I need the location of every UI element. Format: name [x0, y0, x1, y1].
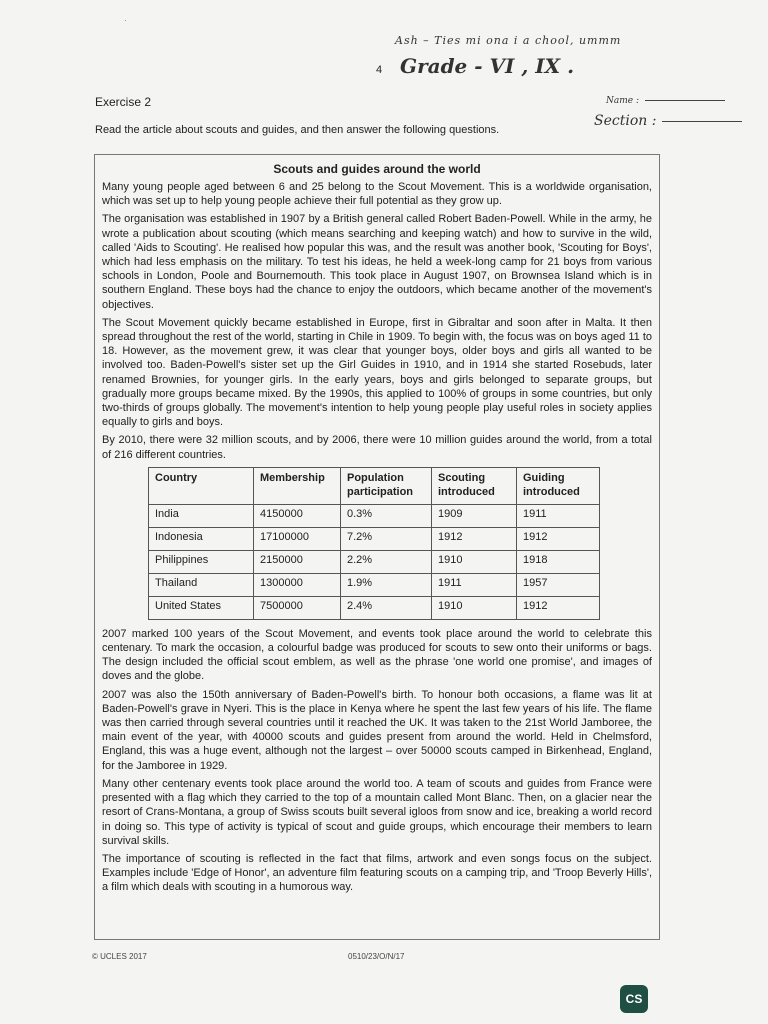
- handwritten-grade: Grade - VI , IX .: [400, 54, 575, 78]
- table-cell: 1911: [432, 573, 517, 596]
- exercise-title: Exercise 2: [95, 95, 152, 109]
- table-cell: Thailand: [149, 573, 254, 596]
- exercise-instruction: Read the article about scouts and guides, and then answer the following questions.: [95, 124, 500, 136]
- table-header-cell: Population participation: [341, 467, 432, 504]
- table-row: [149, 527, 600, 550]
- table-cell: 7500000: [254, 596, 341, 619]
- table-cell: 1912: [517, 527, 600, 550]
- table-cell: 4150000: [254, 504, 341, 527]
- table-cell: 2.4%: [341, 596, 432, 619]
- page-number: 4: [376, 64, 383, 76]
- article-paragraph: By 2010, there were 32 million scouts, and by 2006, there were 10 million guides around the world, from a total of 216 different countries.: [102, 434, 652, 461]
- table-cell: 1910: [432, 550, 517, 573]
- name-field: [606, 96, 725, 106]
- footer-paper-code: 0510/23/O/N/17: [348, 952, 405, 961]
- table-header-cell: Membership: [254, 467, 341, 504]
- table-row: [149, 504, 600, 527]
- section-blank-line: [662, 121, 742, 122]
- table-cell: 1300000: [254, 573, 341, 596]
- footer-copyright: © UCLES 2017: [92, 952, 147, 961]
- section-label: Section :: [594, 113, 657, 129]
- table-cell: 1912: [432, 527, 517, 550]
- table-row: [149, 573, 600, 596]
- article-paragraph: 2007 was also the 150th anniversary of Baden-Powell's birth. To honour both occasions, a flame was lit at Baden-Powell's grave in Nyeri. This is the place in Kenya where he spent the last few years of his life. The flame was then carried through several countries until it reached the UK. It was taken to the 21st World Jamboree, the main event of the year, with 40000 scouts and guides present from around the world. Held in Chelmsford, England, this was a huge event, although not the largest – over 50000 scouts camped in Birkenhead, England, for the Jamboree in 1929.: [102, 688, 652, 772]
- camscanner-logo-icon: CS: [620, 985, 648, 1013]
- table-cell: 17100000: [254, 527, 341, 550]
- article-box: [94, 154, 660, 940]
- table-cell: 2150000: [254, 550, 341, 573]
- table-cell: Indonesia: [149, 527, 254, 550]
- table-cell: 1912: [517, 596, 600, 619]
- table-cell: 1957: [517, 573, 600, 596]
- name-label: Name :: [606, 96, 639, 106]
- table-cell: 2.2%: [341, 550, 432, 573]
- section-field: [594, 113, 742, 129]
- table-cell: India: [149, 504, 254, 527]
- table-header-cell: Country: [149, 467, 254, 504]
- article-paragraph: 2007 marked 100 years of the Scout Movement, and events took place around the world to celebrate this centenary. To mark the occasion, a colourful badge was produced for scouts to sew onto their uniforms or bags. The design included the official scout emblem, as well as the phrase 'one world one promise', and images of doves and the globe.: [102, 627, 652, 683]
- table-header-cell: Scouting introduced: [432, 467, 517, 504]
- table-cell: Philippines: [149, 550, 254, 573]
- handwritten-note: Ash – Ties mi ona i a chool, ummm: [395, 34, 622, 47]
- scouting-statistics-table: [148, 467, 600, 620]
- table-cell: 7.2%: [341, 527, 432, 550]
- table-cell: 1910: [432, 596, 517, 619]
- table-cell: 0.3%: [341, 504, 432, 527]
- article-paragraph: The Scout Movement quickly became established in Europe, first in Gibraltar and soon after in Malta. It then spread throughout the rest of the world, starting in Chile in 1909. To begin with, the focus was on boys aged 11 to 18. However, as the movement grew, it was clear that younger boys, older boys and girls all wanted to be involved too. Baden-Powell's sister set up the Girl Guides in 1910, and in 1914 she started Rosebuds, later renamed Brownies, for younger girls. In the early years, boys and girls belonged to separate groups, but gradually more groups became mixed. By the 1990s, this applied to 100% of groups in some countries, but only two-thirds of groups globally. The movement's intention to help young people play useful roles in society applies equally to girls and boys.: [102, 316, 652, 429]
- article-paragraph: The organisation was established in 1907 by a British general called Robert Baden-Powell. While in the army, he wrote a publication about scouting (which means searching and keeping watch) and how to survive in the wild, called 'Aids to Scouting'. He realised how popular this was, and the result was another book, 'Scouting for Boys', which had less emphasis on the military. To test his ideas, he held a week-long camp for 21 boys from various schools in London, Poole and Bournemouth. This took place in August 1907, on Brownsea Island which is in southern England. These boys had the chance to enjoy the outdoors, which became another of the movement's objectives.: [102, 213, 652, 311]
- article-paragraph: Many other centenary events took place around the world too. A team of scouts and guides from France were presented with a flag which they carried to the top of a mountain called Mont Blanc. Then, on a glacier near the resort of Crans-Montana, a group of Swiss scouts built several igloos from snow and ice, breaking a world record in doing so. This type of activity is typical of scout and guide groups, which encourage their members to learn survival skills.: [102, 777, 652, 847]
- table-row: [149, 596, 600, 619]
- article-title: Scouts and guides around the world: [273, 162, 481, 176]
- table-cell: 1909: [432, 504, 517, 527]
- table-cell: United States: [149, 596, 254, 619]
- table-cell: 1918: [517, 550, 600, 573]
- article-paragraph: The importance of scouting is reflected in the fact that films, artwork and even songs focus on the subject. Examples include 'Edge of Honor', an adventure film featuring scouts on a camping trip, and 'Troop Beverly Hills', a film which deals with scouting in a humorous way.: [102, 852, 652, 894]
- table-header-cell: Guiding introduced: [517, 467, 600, 504]
- article-paragraph: Many young people aged between 6 and 25 belong to the Scout Movement. This is a worldwide organisation, which was set up to help young people achieve their full potential as they grow up.: [102, 181, 652, 208]
- table-header-row: [149, 467, 600, 504]
- stray-mark: ·: [124, 16, 127, 25]
- table-cell: 1911: [517, 504, 600, 527]
- name-blank-line: [645, 100, 725, 101]
- table-cell: 1.9%: [341, 573, 432, 596]
- table-row: [149, 550, 600, 573]
